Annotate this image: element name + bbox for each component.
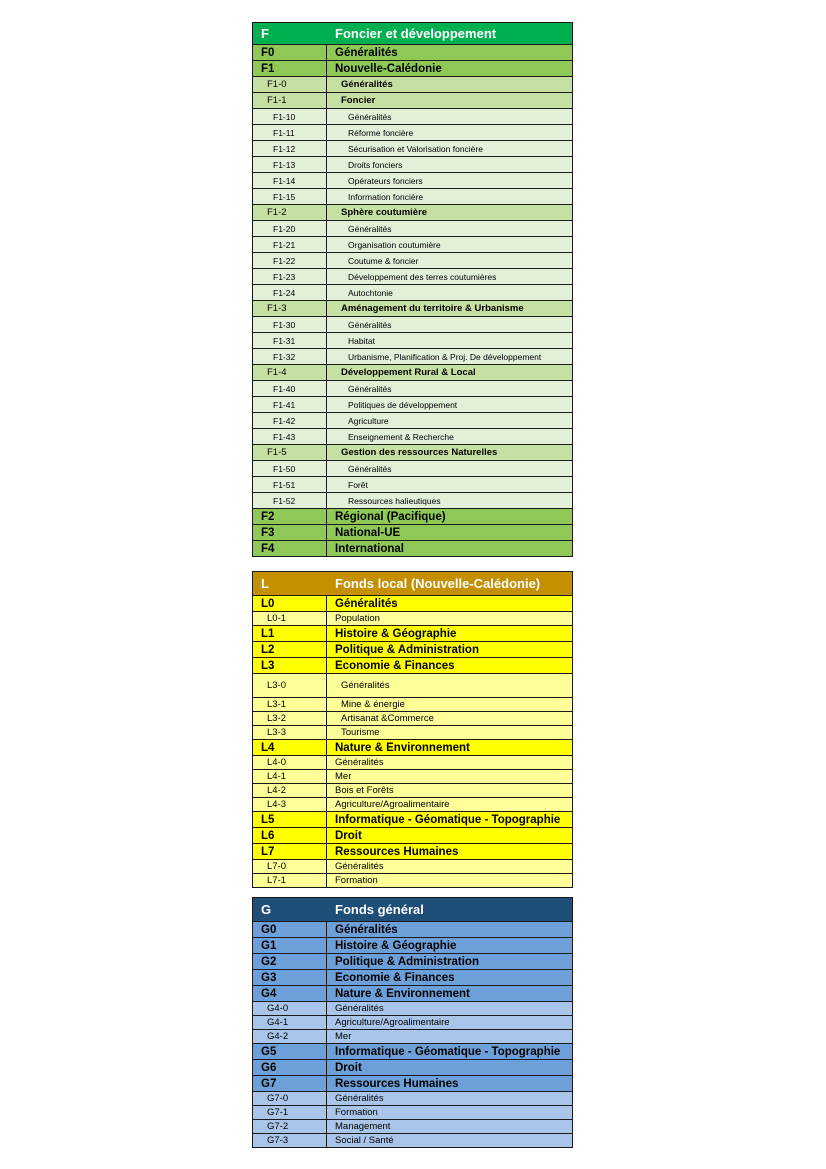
category-label: Tourisme <box>341 727 380 738</box>
table-row <box>253 1092 572 1106</box>
table-row <box>253 413 572 429</box>
table-row <box>253 317 572 333</box>
category-code: L4-0 <box>253 756 327 769</box>
category-label: Coutume & foncier <box>348 255 419 266</box>
category-code: F1-11 <box>253 125 327 140</box>
category-code: F1-10 <box>253 109 327 124</box>
category-label: Agriculture/Agroalimentaire <box>335 799 450 810</box>
category-code: F1-4 <box>253 365 327 380</box>
category-label: Artisanat &Commerce <box>341 713 434 724</box>
category-code: G <box>261 902 272 917</box>
section-header <box>253 898 572 922</box>
category-label: Nature & Environnement <box>335 741 470 754</box>
category-label: Gestion des ressources Naturelles <box>341 447 498 458</box>
table-row <box>253 125 572 141</box>
category-code: L3-0 <box>253 674 327 697</box>
category-label: Foncier <box>341 95 376 106</box>
category-code: G4 <box>253 986 327 1001</box>
category-code: G6 <box>253 1060 327 1075</box>
category-code: F <box>261 26 269 41</box>
table-row <box>253 1044 572 1060</box>
category-code: L7-0 <box>253 860 327 873</box>
table-row <box>253 45 572 61</box>
category-label: Management <box>335 1121 391 1132</box>
category-code: G0 <box>253 922 327 937</box>
category-label: Autochtonie <box>348 287 393 298</box>
table-row <box>253 333 572 349</box>
table-row <box>253 784 572 798</box>
category-code: F1-30 <box>253 317 327 332</box>
category-label: Généralités <box>335 1093 384 1104</box>
category-code: F1-23 <box>253 269 327 284</box>
category-code: L0-1 <box>253 612 327 625</box>
section-header <box>253 572 572 596</box>
category-label: Informatique - Géomatique - Topographie <box>335 813 561 826</box>
category-code: F1-13 <box>253 157 327 172</box>
category-code: L0 <box>253 596 327 611</box>
category-label: Population <box>335 613 380 624</box>
category-code: F3 <box>253 525 327 540</box>
category-label: Nature & Environnement <box>335 987 470 1000</box>
table-row <box>253 674 572 698</box>
category-label: Généralités <box>348 111 392 122</box>
category-label: Urbanisme, Planification & Proj. De développement <box>348 351 542 362</box>
table-row <box>253 798 572 812</box>
category-label: Sécurisation et Valorisation foncière <box>348 143 483 154</box>
category-code: F4 <box>253 541 327 556</box>
category-code: F1-43 <box>253 429 327 444</box>
category-label: Généralités <box>335 923 398 936</box>
category-code: F1-2 <box>253 205 327 220</box>
category-code: F1-31 <box>253 333 327 348</box>
category-label: Enseignement & Recherche <box>348 431 454 442</box>
category-label: Politique & Administration <box>335 643 479 656</box>
table-row <box>253 970 572 986</box>
category-code: F1-1 <box>253 93 327 108</box>
category-label: Généralités <box>341 680 390 691</box>
category-label: Information foncière <box>348 191 424 202</box>
table-row <box>253 1106 572 1120</box>
category-code: F1 <box>253 61 327 76</box>
table-row <box>253 938 572 954</box>
table-row <box>253 642 572 658</box>
table-row <box>253 173 572 189</box>
table-fonds-general <box>252 897 573 1148</box>
category-code: F2 <box>253 509 327 524</box>
category-label: Histoire & Géographie <box>335 627 457 640</box>
category-code: L4-1 <box>253 770 327 783</box>
table-row <box>253 349 572 365</box>
category-label: Mer <box>335 771 352 782</box>
category-code: G4-1 <box>253 1016 327 1029</box>
category-label: International <box>335 542 405 555</box>
category-label: Généralités <box>348 319 392 330</box>
category-label: Mine & énergie <box>341 699 405 710</box>
category-code: L4-3 <box>253 798 327 811</box>
category-code: G7 <box>253 1076 327 1091</box>
table-row <box>253 740 572 756</box>
category-code: G4-0 <box>253 1002 327 1015</box>
category-label: Généralités <box>335 861 384 872</box>
category-label: Généralités <box>335 757 384 768</box>
table-row <box>253 493 572 509</box>
category-label: Sphère coutumière <box>341 207 428 218</box>
category-code: F1-21 <box>253 237 327 252</box>
table-row <box>253 726 572 740</box>
category-code: L <box>261 576 269 591</box>
table-row <box>253 381 572 397</box>
category-label: Généralités <box>335 1003 384 1014</box>
table-row <box>253 477 572 493</box>
category-label: Agriculture/Agroalimentaire <box>335 1017 450 1028</box>
category-label: Forêt <box>348 479 368 490</box>
category-code: F1-51 <box>253 477 327 492</box>
category-code: F1-40 <box>253 381 327 396</box>
category-label: Réforme foncière <box>348 127 414 138</box>
table-row <box>253 1120 572 1134</box>
category-code: G2 <box>253 954 327 969</box>
category-code: L3-2 <box>253 712 327 725</box>
table-row <box>253 205 572 221</box>
category-code: F1-32 <box>253 349 327 364</box>
table-row <box>253 445 572 461</box>
category-label: Fonds général <box>335 902 424 917</box>
table-row <box>253 626 572 642</box>
category-label: Ressources halieutiques <box>348 495 441 506</box>
table-row <box>253 1134 572 1148</box>
table-row <box>253 844 572 860</box>
category-label: Régional (Pacifique) <box>335 510 446 523</box>
table-row <box>253 1030 572 1044</box>
table-row <box>253 596 572 612</box>
category-code: L2 <box>253 642 327 657</box>
category-label: Généralités <box>348 383 392 394</box>
category-label: Droit <box>335 829 362 842</box>
category-code: G5 <box>253 1044 327 1059</box>
category-code: F1-52 <box>253 493 327 508</box>
category-label: Mer <box>335 1031 352 1042</box>
category-label: Foncier et développement <box>335 26 497 41</box>
table-row <box>253 954 572 970</box>
category-code: L5 <box>253 812 327 827</box>
section-header <box>253 23 572 45</box>
table-row <box>253 1060 572 1076</box>
category-code: L7 <box>253 844 327 859</box>
category-code: F1-0 <box>253 77 327 92</box>
category-code: L4 <box>253 740 327 755</box>
category-code: F1-50 <box>253 461 327 476</box>
category-label: Nouvelle-Calédonie <box>335 62 442 75</box>
category-label: Développement Rural & Local <box>341 367 476 378</box>
table-fonds-local <box>252 571 573 888</box>
table-row <box>253 221 572 237</box>
category-label: Ressources Humaines <box>335 845 459 858</box>
category-label: Bois et Forêts <box>335 785 394 796</box>
table-row <box>253 922 572 938</box>
category-label: Histoire & Géographie <box>335 939 457 952</box>
category-label: Organisation coutumière <box>348 239 441 250</box>
table-row <box>253 698 572 712</box>
category-code: F1-22 <box>253 253 327 268</box>
category-label: Opérateurs fonciers <box>348 175 423 186</box>
table-row <box>253 365 572 381</box>
category-label: Aménagement du territoire & Urbanisme <box>341 303 524 314</box>
table-row <box>253 109 572 125</box>
category-code: G1 <box>253 938 327 953</box>
category-label: Ressources Humaines <box>335 1077 459 1090</box>
category-label: Formation <box>335 1107 378 1118</box>
category-label: Généralités <box>341 79 393 90</box>
category-label: Droits fonciers <box>348 159 403 170</box>
table-row <box>253 1016 572 1030</box>
category-label: Politique & Administration <box>335 955 479 968</box>
category-label: Economie & Finances <box>335 659 455 672</box>
table-row <box>253 509 572 525</box>
table-row <box>253 141 572 157</box>
table-row <box>253 712 572 726</box>
table-row <box>253 828 572 844</box>
category-code: F1-20 <box>253 221 327 236</box>
table-row <box>253 157 572 173</box>
category-code: F1-42 <box>253 413 327 428</box>
table-row <box>253 397 572 413</box>
category-code: G7-2 <box>253 1120 327 1133</box>
table-row <box>253 770 572 784</box>
table-row <box>253 461 572 477</box>
table-row <box>253 189 572 205</box>
category-code: G7-0 <box>253 1092 327 1105</box>
category-label: Social / Santé <box>335 1135 394 1146</box>
table-row <box>253 61 572 77</box>
category-label: Généralités <box>348 463 392 474</box>
table-row <box>253 77 572 93</box>
table-row <box>253 812 572 828</box>
table-foncier <box>252 22 573 557</box>
category-code: L3 <box>253 658 327 673</box>
table-row <box>253 756 572 770</box>
table-row <box>253 237 572 253</box>
category-code: G7-3 <box>253 1134 327 1147</box>
category-code: F1-3 <box>253 301 327 316</box>
table-row <box>253 874 572 888</box>
category-code: L6 <box>253 828 327 843</box>
category-code: F1-14 <box>253 173 327 188</box>
category-code: G7-1 <box>253 1106 327 1119</box>
category-label: Droit <box>335 1061 362 1074</box>
category-label: Formation <box>335 875 378 886</box>
category-label: Economie & Finances <box>335 971 455 984</box>
table-row <box>253 612 572 626</box>
category-code: L1 <box>253 626 327 641</box>
table-row <box>253 1002 572 1016</box>
category-code: L3-1 <box>253 698 327 711</box>
category-code: F1-15 <box>253 189 327 204</box>
table-row <box>253 658 572 674</box>
table-row <box>253 93 572 109</box>
category-label: Politiques de développement <box>348 399 458 410</box>
table-row <box>253 429 572 445</box>
category-code: L7-1 <box>253 874 327 887</box>
table-row <box>253 253 572 269</box>
table-row <box>253 301 572 317</box>
table-row <box>253 541 572 557</box>
category-label: Agriculture <box>348 415 389 426</box>
category-code: L4-2 <box>253 784 327 797</box>
category-code: L3-3 <box>253 726 327 739</box>
table-row <box>253 269 572 285</box>
table-row <box>253 525 572 541</box>
category-label: Habitat <box>348 335 375 346</box>
category-label: Généralités <box>335 597 398 610</box>
category-label: National-UE <box>335 526 401 539</box>
category-code: G4-2 <box>253 1030 327 1043</box>
table-row <box>253 285 572 301</box>
category-label: Fonds local (Nouvelle-Calédonie) <box>335 576 541 591</box>
category-code: F1-41 <box>253 397 327 412</box>
table-row <box>253 1076 572 1092</box>
table-row <box>253 860 572 874</box>
category-label: Développement des terres coutumières <box>348 271 497 282</box>
category-code: F1-12 <box>253 141 327 156</box>
category-code: G3 <box>253 970 327 985</box>
category-code: F1-5 <box>253 445 327 460</box>
category-label: Généralités <box>348 223 392 234</box>
table-row <box>253 986 572 1002</box>
category-label: Informatique - Géomatique - Topographie <box>335 1045 561 1058</box>
category-code: F0 <box>253 45 327 60</box>
category-label: Généralités <box>335 46 398 59</box>
category-code: F1-24 <box>253 285 327 300</box>
